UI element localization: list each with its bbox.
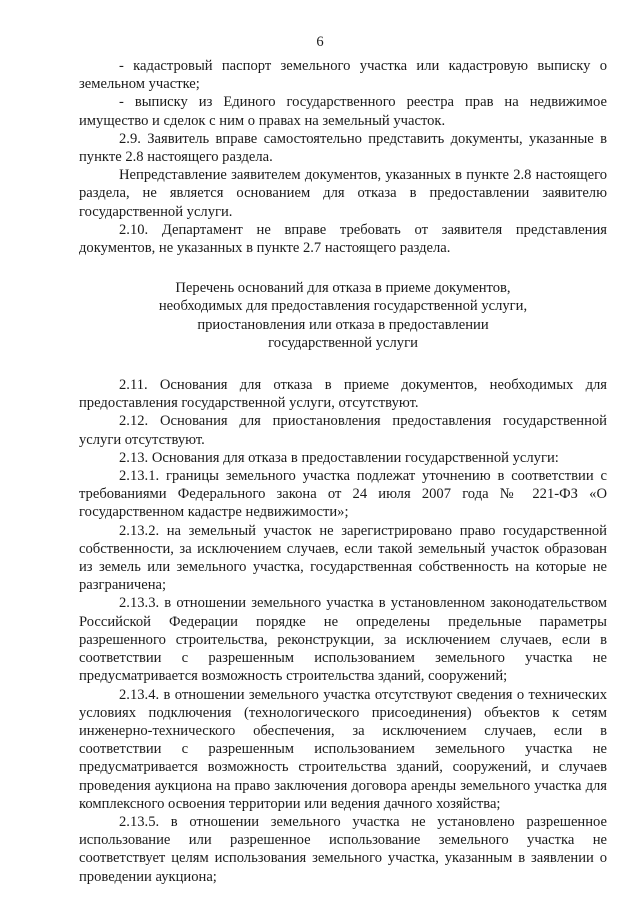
list-item-cadastral-passport: - кадастровый паспорт земельного участка или кадастровую выписку о земельном участке; (79, 58, 607, 93)
section-heading (79, 279, 607, 352)
paragraph-2-13-2: 2.13.2. на земельный участок не зарегистрировано право государственной собственности, за исключением случаев, если такой земельный участок образован из земель или земельного участка, государственная собственность на которые не разграничена; (79, 522, 607, 594)
paragraph-2-9: 2.9. Заявитель вправе самостоятельно представить документы, указанные в пункте 2.8 настоящего раздела. (79, 130, 607, 166)
page-number: 6 (316, 34, 324, 50)
paragraph-2-13-1: 2.13.1. границы земельного участка подлежат уточнению в соответствии с требованиями Федерального закона от 24 июля 2007 года № 221-ФЗ «О государственном кадастре недвижимости»; (79, 468, 607, 521)
paragraph-2-13: 2.13. Основания для отказа в предоставлении государственной услуги: (119, 449, 559, 466)
paragraph-2-13-3: 2.13.3. в отношении земельного участка в установленном законодательством Российской Федерации порядке не определены предельные параметры разрешенного строительства, реконструкции, за исключением случаев, если в соответствии с разрешенным использованием земельного участка не предусматривается возможность строительства зданий, сооружений; (79, 595, 607, 685)
paragraph-2-11: 2.11. Основания для отказа в приеме документов, необходимых для предоставления государственной услуги, отсутствуют. (79, 377, 607, 412)
paragraph-non-submission: Непредставление заявителем документов, указанных в пункте 2.8 настоящего раздела, не является основанием для отказа в предоставлении заявителю государственной услуги. (79, 167, 607, 220)
heading-line: государственной услуги (268, 334, 418, 351)
list-item-registry-extract: - выписку из Единого государственного реестра прав на недвижимое имущество и сделок с ним о правах на земельный участок. (79, 94, 607, 129)
paragraph-2-13-4: 2.13.4. в отношении земельного участка отсутствуют сведения о технических условиях подключения (технологического присоединения) объектов к сетям инженерно-технического обеспечения, за исключением случаев, если в соответствии с разрешенным использованием земельного участка не предусматривается возможность строительства зданий, сооружений, и случаев проведения аукциона на право заключения договора аренды земельного участка для комплексного освоения территории или ведения дачного хозяйства; (79, 686, 607, 812)
document-body (79, 57, 607, 886)
heading-line: Перечень оснований для отказа в приеме документов, (175, 280, 511, 297)
paragraph-2-12: 2.12. Основания для приостановления предоставления государственной услуги отсутствуют. (79, 413, 607, 448)
heading-line: приостановления или отказа в предоставлении (197, 316, 489, 333)
heading-line: необходимых для предоставления государственной услуги, (158, 298, 528, 315)
paragraph-2-10: 2.10. Департамент не вправе требовать от заявителя представления документов, не указанных в пункте 2.7 настоящего раздела. (79, 221, 607, 257)
paragraph-2-13-5: 2.13.5. в отношении земельного участка не установлено разрешенное использование или разрешенное использование земельного участка не соответствует целям использования земельного участка, указанным в заявлении о проведении аукциона; (79, 813, 607, 885)
